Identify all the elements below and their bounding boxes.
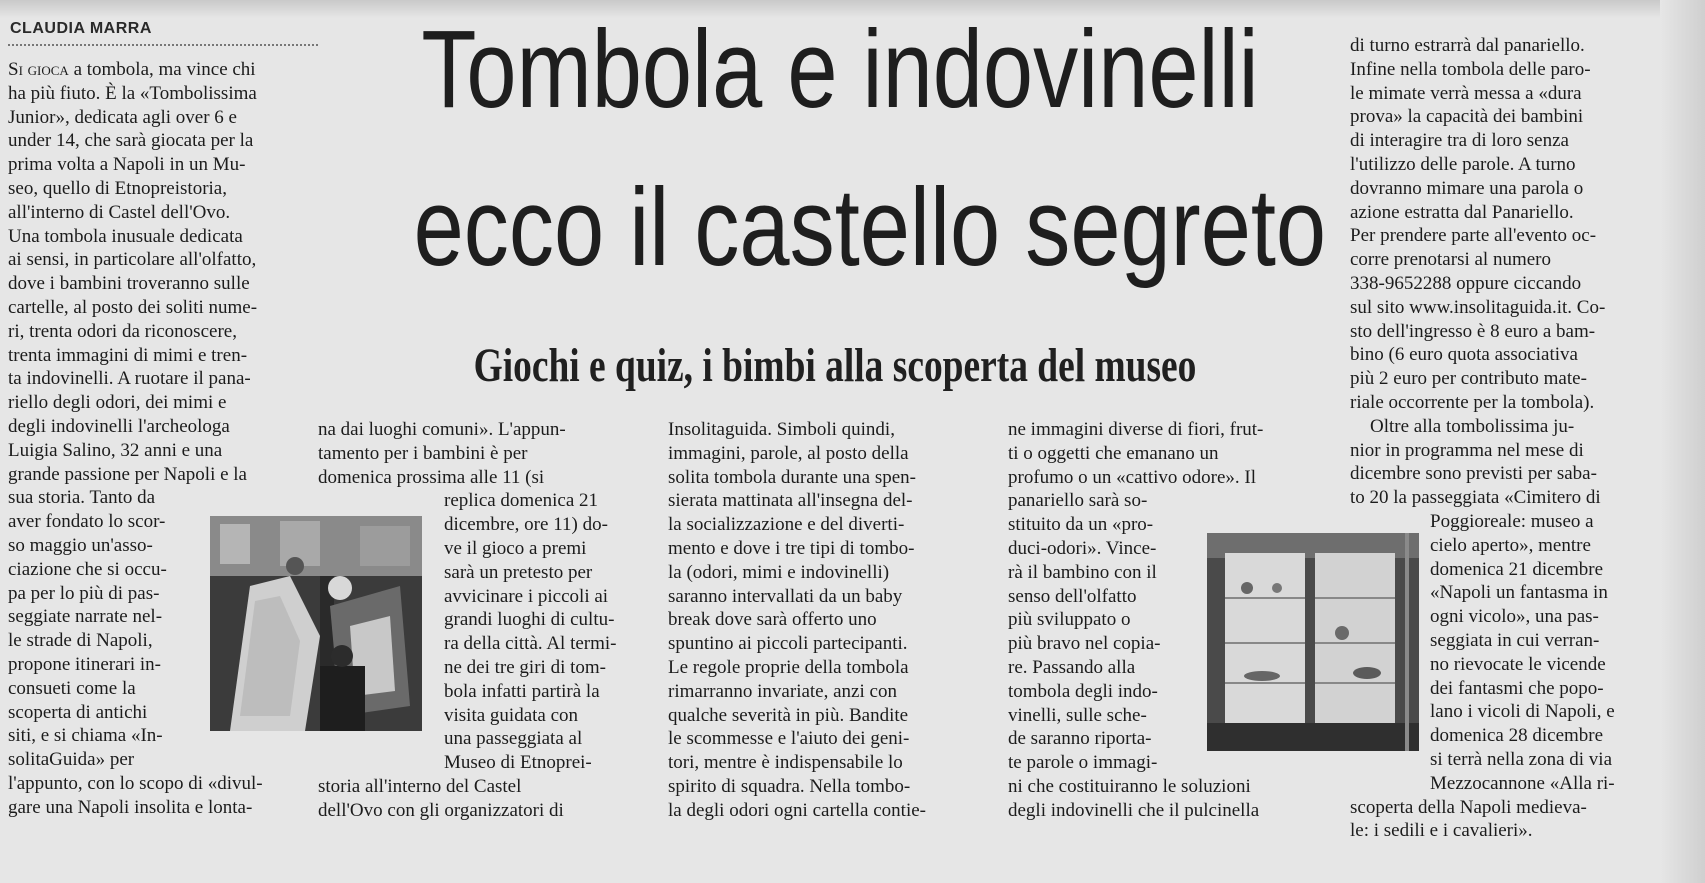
column-5-line: riale occorrente per la tombola). — [1350, 391, 1595, 413]
column-5-line: le: i sedili e i cavalieri». — [1350, 820, 1533, 842]
column-5-line: Per prendere parte all'evento oc- — [1350, 225, 1597, 247]
column-2-line: na dai luoghi comuni». L'appun- — [318, 419, 566, 440]
column-5-line: lano i vicoli di Napoli, e — [1430, 701, 1615, 723]
column-4-line: più bravo nel copia- — [1008, 633, 1161, 655]
column-1-line: aver fondato lo scor- — [8, 511, 166, 533]
column-2-line: una passeggiata al — [444, 728, 583, 750]
column-1-first-line-text: a tombola, ma vince chi — [68, 59, 256, 80]
column-3-line: spuntino ai piccoli partecipanti. — [668, 633, 908, 655]
column-1-line: consueti come la — [8, 677, 136, 699]
column-1-line: degli indovinelli l'archeologa — [8, 415, 230, 437]
column-5-line: «Napoli un fantasma in — [1430, 582, 1608, 604]
column-5-line: l'utilizzo delle parole. A turno — [1350, 153, 1576, 175]
column-2-line: replica domenica 21 — [444, 490, 599, 512]
column-5-line: domenica 28 dicembre — [1430, 725, 1604, 747]
column-3-line: break dove sarà offerto uno — [668, 609, 877, 631]
column-5-line: più 2 euro per contributo mate- — [1350, 368, 1587, 390]
column-1-line: Una tombola inusuale dedicata — [8, 225, 243, 247]
column-4-line: senso dell'olfatto — [1008, 585, 1137, 607]
column-5-line: corre prenotarsi al numero — [1350, 249, 1551, 271]
column-4-line: ne immagini diverse di fiori, frut- — [1008, 419, 1264, 440]
column-4-line: profumo o un «cattivo odore». Il — [1008, 466, 1257, 488]
column-1-line: seggiate narrate nel- — [8, 606, 163, 628]
column-2-line: bola infatti partirà la — [444, 680, 600, 702]
column-2-line: ne dei tre giri di tom- — [444, 656, 606, 678]
column-5-line: di interagire tra di loro senza — [1350, 130, 1569, 152]
column-1-line: ai sensi, in particolare all'olfatto, — [8, 249, 257, 271]
column-5-line: 338-9652288 oppure ciccando — [1350, 272, 1582, 294]
column-2-line: storia all'interno del Castel — [318, 775, 522, 797]
column-3-line: Le regole proprie della tombola — [668, 656, 909, 678]
byline: CLAUDIA MARRA — [10, 20, 152, 37]
column-1-line: siti, e si chiama «In- — [8, 725, 163, 747]
column-1-line: grande passione per Napoli e la — [8, 463, 247, 485]
column-1-line: prima volta a Napoli in un Mu- — [8, 154, 246, 176]
column-4-line: rà il bambino con il — [1008, 561, 1157, 583]
column-1-line: seo, quello di Etnopreistoria, — [8, 177, 227, 199]
column-2-line: domenica prossima alle 11 (si — [318, 466, 545, 488]
column-1-line: so maggio un'asso- — [8, 534, 153, 556]
column-5-line: azione estratta dal Panariello. — [1350, 201, 1574, 223]
column-5-line: dovranno mimare una parola o — [1350, 177, 1584, 199]
column-5-line: Poggioreale: museo a — [1430, 510, 1594, 532]
byline-divider — [8, 44, 318, 46]
article-column-4 — [1008, 418, 1318, 823]
column-5-line: dei fantasmi che popo- — [1430, 677, 1604, 699]
column-3-line: solita tombola durante una spen- — [668, 466, 916, 488]
column-5-line: bino (6 euro quota associativa — [1350, 344, 1578, 366]
column-1-line: all'interno di Castel dell'Ovo. — [8, 201, 231, 223]
column-3-line: le scommesse e l'aiuto dei geni- — [668, 728, 910, 750]
column-5-line: nior in programma nel mese di — [1350, 439, 1584, 461]
column-5-line: no rievocate le vicende — [1430, 653, 1606, 675]
column-4-line: re. Passando alla — [1008, 656, 1136, 678]
column-4-line: te parole o immagi- — [1008, 752, 1158, 774]
column-1-line: scoperta di antichi — [8, 701, 148, 723]
column-4-line: de saranno riporta- — [1008, 728, 1152, 750]
column-1-line: ri, trenta odori da riconoscere, — [8, 320, 237, 342]
column-3-line: spirito di squadra. Nella tombo- — [668, 775, 911, 797]
column-1-line: dove i bambini troveranno sulle — [8, 273, 250, 295]
column-5-line: sto dell'ingresso è 8 euro a bam- — [1350, 320, 1596, 342]
column-2-line: dicembre, ore 11) do- — [444, 514, 608, 536]
column-5-line: Mezzocannone «Alla ri- — [1430, 772, 1615, 794]
column-1-line: propone itinerari in- — [8, 653, 162, 675]
column-4-line: ni che costituiranno le soluzioni — [1008, 775, 1251, 797]
column-2-line: Museo di Etnoprei- — [444, 752, 592, 774]
column-1-line: under 14, che sarà giocata per la — [8, 130, 254, 152]
article-column-1 — [8, 58, 312, 820]
column-5-line: sul sito www.insolitaguida.it. Co- — [1350, 296, 1606, 318]
column-5-line: Oltre alla tombolissima ju- — [1370, 415, 1575, 437]
column-1-line: cartelle, al posto dei soliti nume- — [8, 296, 258, 318]
article-column-3 — [668, 418, 978, 823]
column-1-line: riello degli odori, dei mimi e — [8, 392, 227, 414]
column-1-line: ha più fiuto. È la «Tombolissima — [8, 82, 257, 104]
column-5-line: domenica 21 dicembre — [1430, 558, 1604, 580]
column-5-line: seggiata in cui verran- — [1430, 629, 1600, 651]
column-1-line: gare una Napoli insolita e lonta- — [8, 796, 253, 818]
column-1-line: le strade di Napoli, — [8, 630, 153, 652]
column-3-line: mento e dove i tre tipi di tombo- — [668, 537, 915, 559]
column-1-line: Junior», dedicata agli over 6 e — [8, 106, 237, 128]
column-2-line: dell'Ovo con gli organizzatori di — [318, 799, 564, 821]
column-3-line: la (odori, mimi e indovinelli) — [668, 561, 890, 583]
column-1-line: sua storia. Tanto da — [8, 487, 156, 509]
column-1-line: trenta immagini di mimi e tren- — [8, 344, 248, 366]
column-3-line: qualche severità in più. Bandite — [668, 704, 909, 726]
column-5-line: to 20 la passeggiata «Cimitero di — [1350, 487, 1601, 509]
column-3-line: rimarranno invariate, anzi con — [668, 680, 897, 702]
headline-line-2: ecco il castello segreto — [413, 166, 1327, 289]
column-4-line: tombola degli indo- — [1008, 680, 1158, 702]
column-5-line: prova» la capacità dei bambini — [1350, 106, 1584, 128]
column-5-line: scoperta della Napoli medieva- — [1350, 796, 1587, 818]
column-2-line: ve il gioco a premi — [444, 537, 587, 559]
column-1-line: ciazione che si occu- — [8, 558, 167, 580]
column-1-line: l'appunto, con lo scopo di «divul- — [8, 772, 263, 794]
column-2-line: tamento per i bambini è per — [318, 442, 528, 464]
headline-line-1: Tombola e indovinelli — [421, 8, 1259, 131]
article-column-2 — [318, 418, 644, 823]
column-5-line: si terrà nella zona di via — [1430, 748, 1613, 770]
column-2-line: grandi luoghi di cultu- — [444, 609, 615, 631]
column-4-line: panariello sarà so- — [1008, 490, 1148, 512]
lead-in-smallcaps: Si gioca — [8, 59, 69, 80]
column-1-line: solitaGuida» per — [8, 749, 135, 771]
column-5-line: le mimate verrà messa a «dura — [1350, 82, 1582, 104]
column-3-line: tori, mentre è indispensabile lo — [668, 752, 903, 774]
column-2-line: sarà un pretesto per — [444, 561, 593, 583]
column-4-line: stituito da un «pro- — [1008, 514, 1154, 536]
scan-shadow-right — [1660, 0, 1705, 883]
subheadline: Giochi e quiz, i bimbi alla scoperta del museo — [473, 339, 1197, 392]
column-1-line: ta indovinelli. A ruotare il pana- — [8, 368, 251, 390]
column-2-line: visita guidata con — [444, 704, 579, 726]
column-3-line: la degli odori ogni cartella contie- — [668, 799, 926, 821]
column-5-line: ogni vicolo», una pas- — [1430, 606, 1599, 628]
column-2-line: avvicinare i piccoli ai — [444, 585, 609, 607]
column-4-line: degli indovinelli che il pulcinella — [1008, 799, 1260, 821]
column-2-line: ra della città. Al termi- — [444, 633, 617, 655]
column-1-line: Luigia Salino, 32 anni e una — [8, 439, 223, 461]
column-4-line: duci-odori». Vince- — [1008, 537, 1157, 559]
column-3-line: la socializzazione e del diverti- — [668, 514, 905, 536]
column-5-line: di turno estrarrà dal panariello. — [1350, 35, 1585, 56]
column-3-line: sierata mattinata all'insegna del- — [668, 490, 913, 512]
column-4-line: più sviluppato o — [1008, 609, 1131, 631]
column-5-line: Infine nella tombola delle paro- — [1350, 58, 1591, 80]
column-3-line: immagini, parole, al posto della — [668, 442, 909, 464]
column-4-line: vinelli, sulle sche- — [1008, 704, 1147, 726]
column-5-line: cielo aperto», mentre — [1430, 534, 1591, 556]
article-column-5 — [1350, 34, 1660, 843]
column-4-line: ti o oggetti che emanano un — [1008, 442, 1219, 464]
column-1-line — [8, 58, 312, 82]
column-3-line: saranno intervallati da un baby — [668, 585, 903, 607]
column-1-line: pa per lo più di pas- — [8, 582, 160, 604]
column-3-line: Insolitaguida. Simboli quindi, — [668, 419, 895, 440]
column-5-line: dicembre sono previsti per saba- — [1350, 463, 1597, 485]
